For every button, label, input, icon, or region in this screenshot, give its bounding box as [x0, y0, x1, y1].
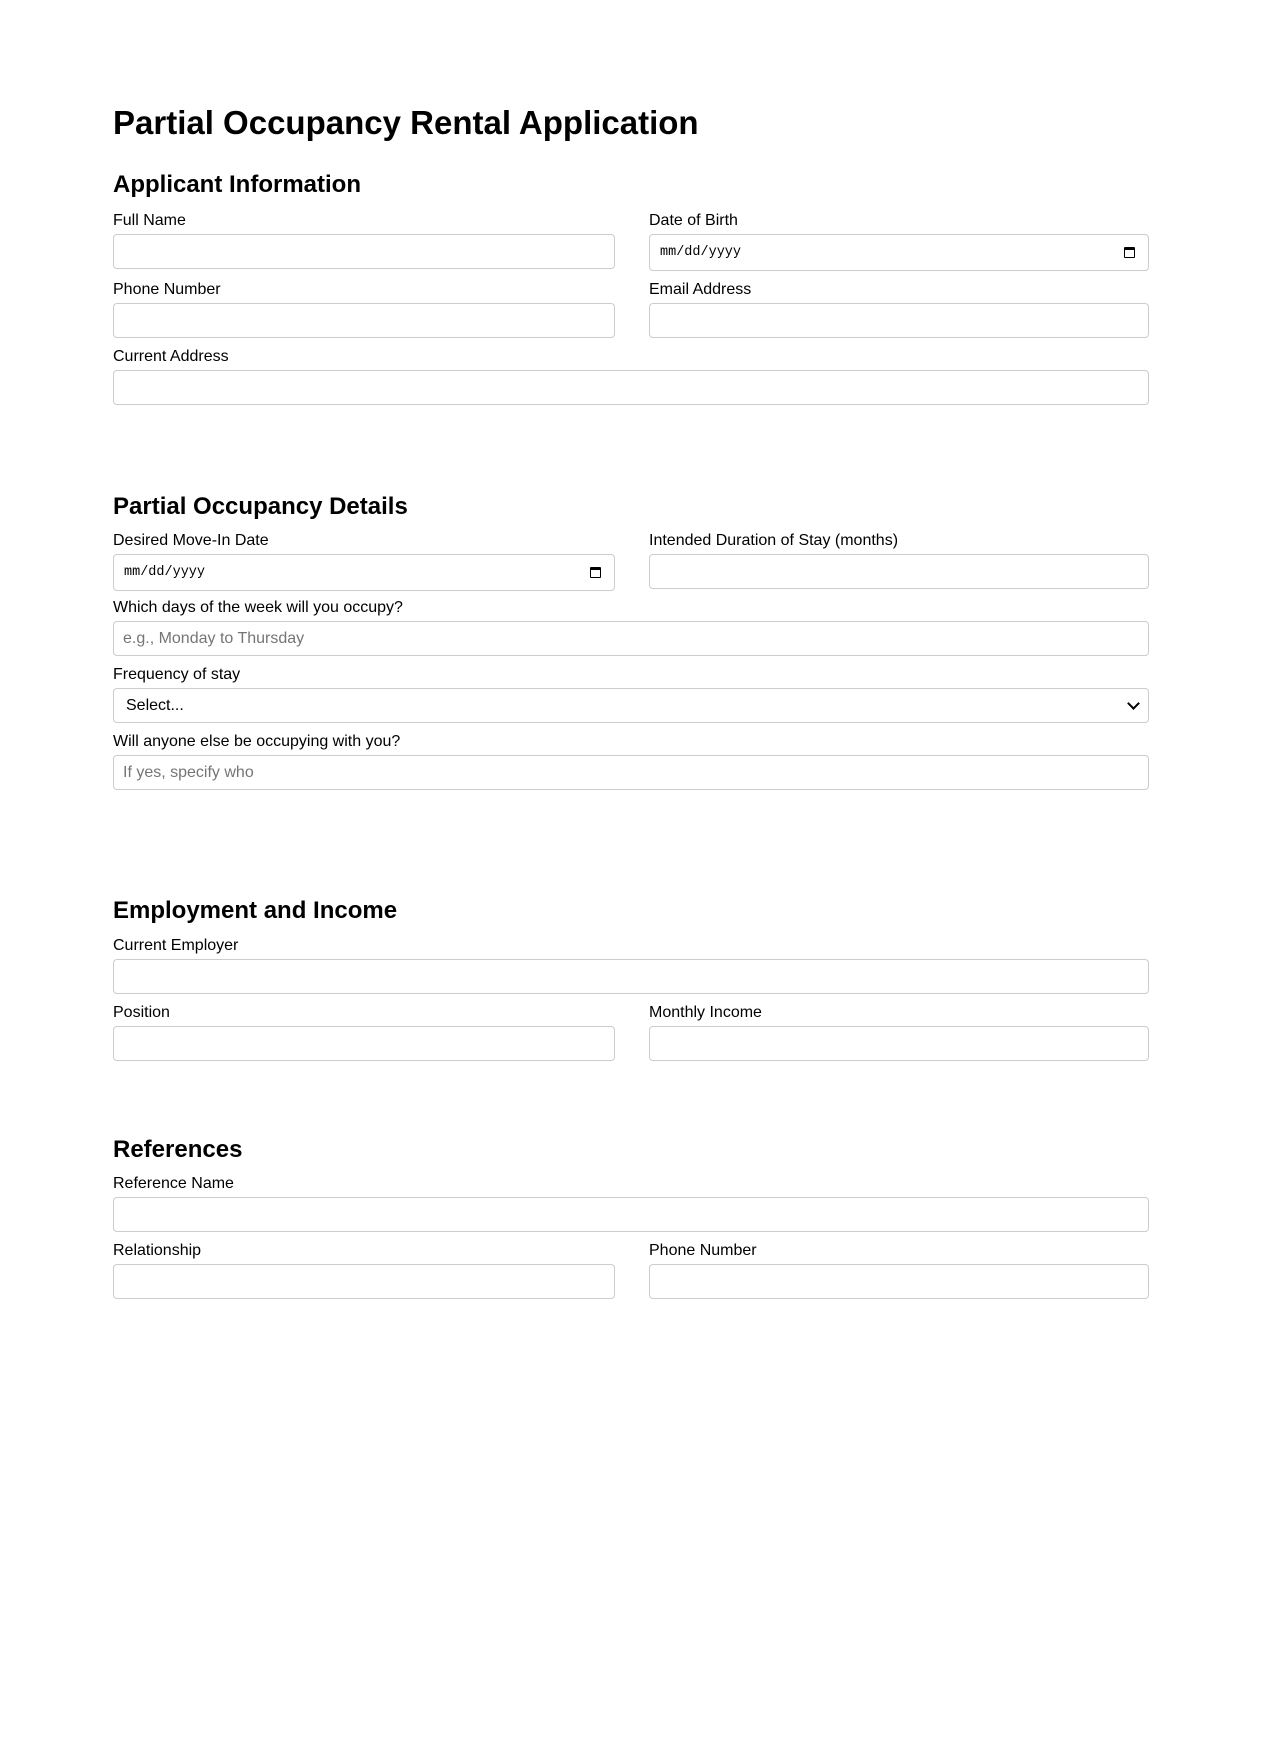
current-employer-input[interactable]: [113, 959, 1149, 994]
position-label: Position: [113, 1004, 170, 1021]
frequency-selected-value: Select...: [126, 696, 184, 714]
move-in-date-input[interactable]: [113, 554, 615, 591]
phone-number-field: [113, 281, 615, 338]
chevron-down-icon: [1127, 697, 1140, 710]
move-in-date-field: [113, 532, 615, 591]
reference-name-label: Reference Name: [113, 1175, 234, 1192]
occupancy-days-field: [113, 599, 1149, 656]
section-applicant-information: [113, 171, 1149, 405]
section-references: [113, 1136, 1149, 1299]
reference-phone-input[interactable]: [649, 1264, 1149, 1299]
section-heading: Partial Occupancy Details: [113, 493, 408, 520]
date-of-birth-label: Date of Birth: [649, 212, 738, 229]
current-address-label: Current Address: [113, 348, 229, 365]
email-address-field: [649, 281, 1149, 338]
calendar-icon[interactable]: [590, 567, 601, 578]
co-occupants-input[interactable]: [113, 755, 1149, 790]
calendar-icon[interactable]: [1124, 247, 1135, 258]
full-name-label: Full Name: [113, 212, 186, 229]
reference-phone-field: [649, 1242, 1149, 1299]
current-address-input[interactable]: [113, 370, 1149, 405]
date-format-text: mm/dd/yyyy: [660, 245, 742, 260]
section-heading: Employment and Income: [113, 897, 398, 924]
full-name-input[interactable]: [113, 234, 615, 269]
duration-field: [649, 532, 1149, 591]
frequency-select[interactable]: [113, 688, 1149, 723]
co-occupants-placeholder: If yes, specify who: [123, 763, 254, 781]
phone-number-label: Phone Number: [113, 281, 221, 298]
relationship-input[interactable]: [113, 1264, 615, 1299]
section-heading: References: [113, 1136, 243, 1163]
relationship-field: [113, 1242, 615, 1299]
full-name-field: [113, 212, 615, 271]
monthly-income-input[interactable]: [649, 1026, 1149, 1061]
relationship-label: Relationship: [113, 1242, 202, 1259]
section-heading: Applicant Information: [113, 171, 361, 198]
section-partial-occupancy-details: [113, 493, 1149, 790]
move-in-date-label: Desired Move-In Date: [113, 532, 269, 549]
phone-number-input[interactable]: [113, 303, 615, 338]
frequency-label: Frequency of stay: [113, 666, 241, 683]
reference-name-input[interactable]: [113, 1197, 1149, 1232]
duration-label: Intended Duration of Stay (months): [649, 532, 899, 549]
email-address-input[interactable]: [649, 303, 1149, 338]
occupancy-days-label: Which days of the week will you occupy?: [113, 599, 403, 616]
email-address-label: Email Address: [649, 281, 752, 298]
current-employer-field: [113, 937, 1149, 994]
date-format-text: mm/dd/yyyy: [124, 565, 206, 580]
occupancy-days-input[interactable]: [113, 621, 1149, 656]
co-occupants-field: [113, 733, 1149, 790]
current-address-field: [113, 348, 1149, 405]
occupancy-days-placeholder: e.g., Monday to Thursday: [123, 629, 305, 647]
position-field: [113, 1004, 615, 1061]
section-employment-and-income: [113, 897, 1149, 1061]
monthly-income-field: [649, 1004, 1149, 1061]
reference-phone-label: Phone Number: [649, 1242, 757, 1259]
frequency-field: [113, 666, 1149, 723]
page-title: Partial Occupancy Rental Application: [113, 104, 699, 141]
date-of-birth-field: [649, 212, 1149, 271]
reference-name-field: [113, 1175, 1149, 1232]
current-employer-label: Current Employer: [113, 937, 239, 954]
duration-input[interactable]: [649, 554, 1149, 589]
co-occupants-label: Will anyone else be occupying with you?: [113, 733, 401, 750]
date-of-birth-input[interactable]: [649, 234, 1149, 271]
monthly-income-label: Monthly Income: [649, 1004, 762, 1021]
position-input[interactable]: [113, 1026, 615, 1061]
